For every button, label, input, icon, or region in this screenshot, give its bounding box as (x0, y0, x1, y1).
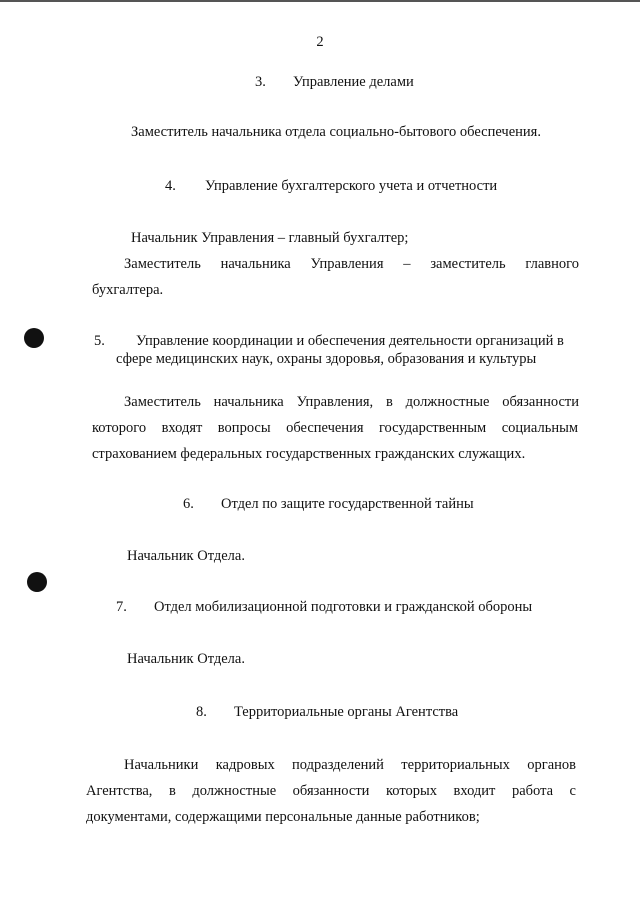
scan-edge-line (0, 0, 640, 2)
section-4-heading (165, 178, 497, 195)
section-6-text: Начальник Отдела. (127, 548, 245, 564)
section-number: 3. (255, 74, 266, 90)
section-8-text-line-3: документами, содержащими персональные данные работников; (86, 809, 480, 825)
section-number: 5. (94, 333, 105, 349)
section-8-heading (196, 704, 458, 721)
section-title: Отдел мобилизационной подготовки и гражданской обороны (154, 599, 533, 615)
section-title: Управление бухгалтерского учета и отчетности (205, 178, 498, 194)
section-title-line-1: Управление координации и обеспечения деятельности организаций в (136, 333, 564, 349)
section-5-text-line-1: Заместитель начальника Управления, в должностные обязанности (124, 394, 579, 410)
section-5-heading (94, 333, 564, 350)
section-3-text: Заместитель начальника отдела социально-бытового обеспечения. (131, 124, 541, 140)
section-7-heading (116, 599, 532, 616)
section-number: 6. (183, 496, 194, 512)
section-number: 4. (165, 178, 176, 194)
section-5-text-line-3: страхованием федеральных государственных гражданских служащих. (92, 446, 526, 462)
section-8-text-line-2: Агентства, в должностные обязанности которых входит работа с (86, 783, 576, 799)
word: главного (525, 256, 579, 272)
word: заместитель (430, 256, 506, 272)
word: начальника (220, 256, 291, 272)
section-title: Управление делами (293, 74, 414, 90)
section-number: 8. (196, 704, 207, 720)
word: – (403, 256, 411, 272)
section-title: Территориальные органы Агентства (234, 704, 459, 720)
word: Управления (310, 256, 384, 272)
section-5-text-line-2: которого входят вопросы обеспечения государственным социальным (92, 420, 578, 436)
section-number: 7. (116, 599, 127, 615)
section-4-text-line-2 (124, 256, 579, 273)
page-number: 2 (316, 34, 324, 50)
section-3-heading (255, 74, 414, 91)
section-7-text: Начальник Отдела. (127, 651, 245, 667)
section-8-text-line-1: Начальники кадровых подразделений территориальных органов (124, 757, 576, 773)
section-4-text-line-1: Начальник Управления – главный бухгалтер; (131, 230, 409, 246)
section-4-text-line-3: бухгалтера. (92, 282, 164, 298)
punch-hole-top (24, 328, 44, 348)
section-6-heading (183, 496, 474, 513)
punch-hole-bottom (27, 572, 47, 592)
section-5-title-line-2: сфере медицинских наук, охраны здоровья, образования и культуры (116, 351, 537, 367)
word: Заместитель (124, 256, 201, 272)
section-title: Отдел по защите государственной тайны (221, 496, 474, 512)
